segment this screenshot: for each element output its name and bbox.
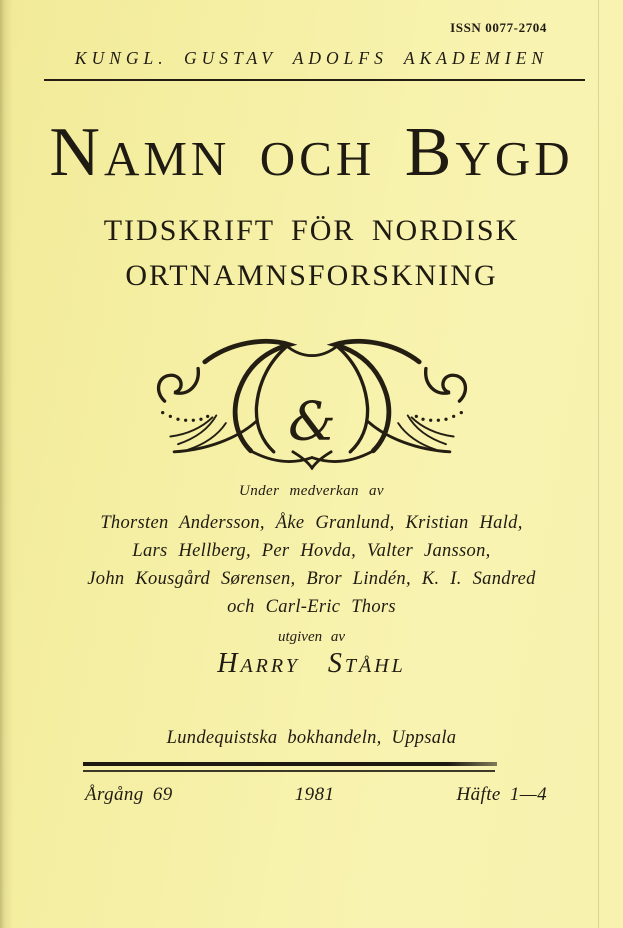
editor-name: Harry Ståhl <box>217 648 406 679</box>
issue-label: Häfte 1—4 <box>456 784 547 805</box>
contributors-line: John Kousgård Sørensen, Bror Lindén, K. I. Sandred <box>87 569 536 589</box>
year-label: 1981 <box>294 784 335 805</box>
footer-row <box>85 784 547 806</box>
contributors-line: Thorsten Andersson, Åke Granlund, Kristian Hald, <box>100 513 523 533</box>
flourish-top-link <box>286 346 338 356</box>
contributors-line: och Carl-Eric Thors <box>227 597 396 617</box>
academy-underline <box>44 79 585 81</box>
monogram-flourish-ornament <box>147 336 477 470</box>
footer-rule-thick <box>83 762 497 766</box>
editor-intro: utgiven av <box>277 629 346 645</box>
contributors-list <box>0 509 623 621</box>
issn-number: ISSN 0077-2704 <box>450 20 547 35</box>
contributors-line: Lars Hellberg, Per Hovda, Valter Jansson, <box>132 541 491 561</box>
publisher-line: Lundequistska bokhandeln, Uppsala <box>166 728 457 748</box>
footer-rule-thin <box>83 770 495 772</box>
volume-label: Årgång 69 <box>85 784 173 805</box>
journal-title: Namn och Bygd <box>49 114 574 191</box>
ornament-ampersand: & <box>287 389 336 453</box>
subtitle-line-1: TIDSKRIFT FÖR NORDISK <box>103 214 520 247</box>
contributors-intro: Under medverkan av <box>239 483 384 499</box>
journal-subtitle <box>0 208 623 298</box>
academy-name: KUNGL. GUSTAV ADOLFS AKADEMIEN <box>74 48 549 68</box>
subtitle-line-2: ORTNAMNSFORSKNING <box>125 259 498 292</box>
